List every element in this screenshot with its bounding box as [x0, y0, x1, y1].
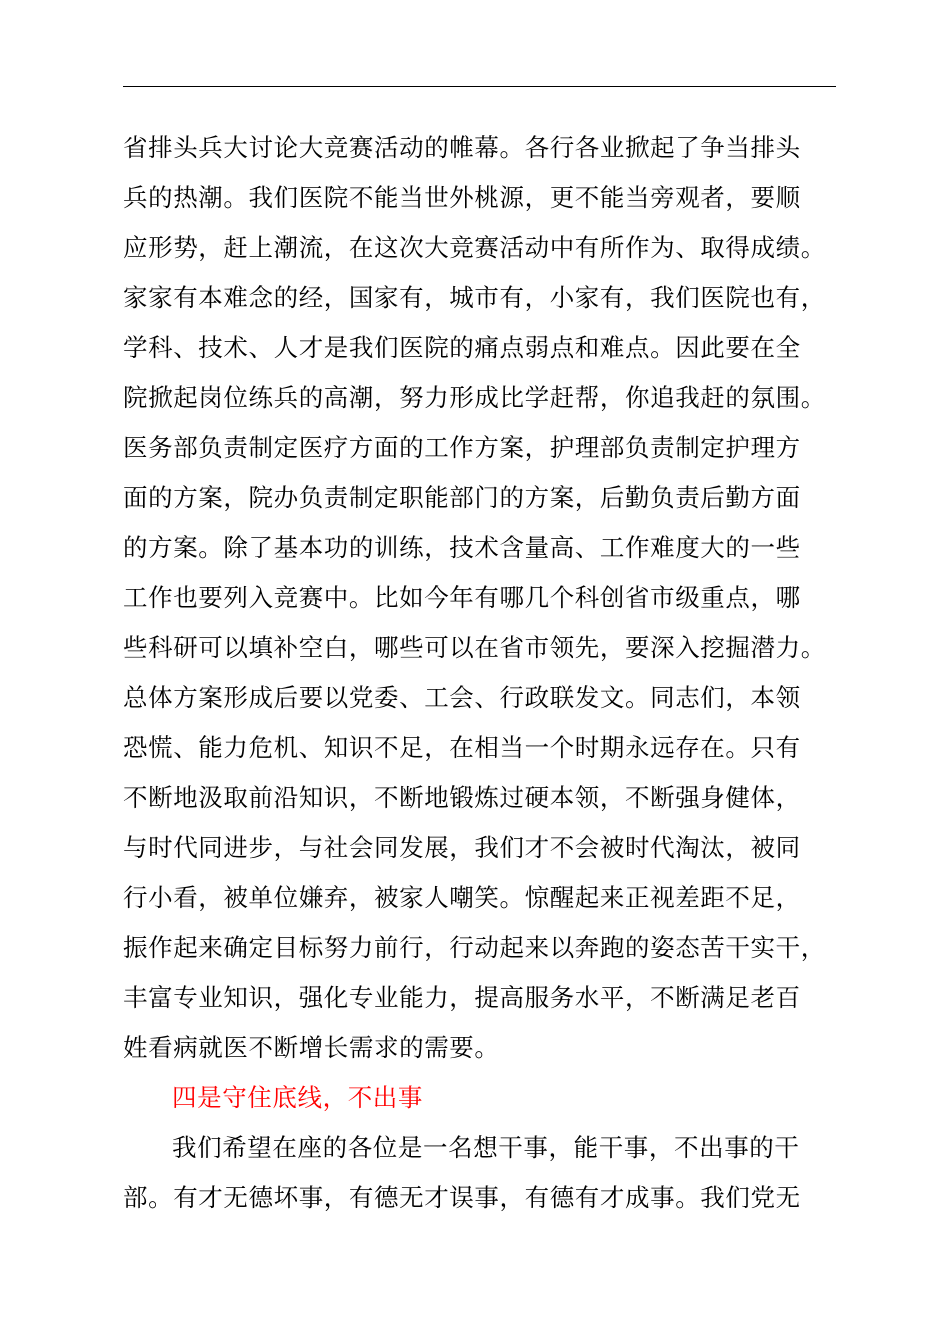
paragraph-line: 家家有本难念的经，国家有，城市有，小家有，我们医院也有， — [123, 283, 826, 312]
paragraph-line: 工作也要列入竞赛中。比如今年有哪几个科创省市级重点，哪 — [123, 583, 801, 612]
paragraph-line: 我们希望在座的各位是一名想干事，能干事，不出事的干 — [172, 1133, 800, 1162]
paragraph-line: 省排头兵大讨论大竞赛活动的帷幕。各行各业掀起了争当排头 — [123, 133, 801, 162]
paragraph-line: 行小看，被单位嫌弃，被家人嘲笑。惊醒起来正视差距不足， — [123, 883, 801, 912]
paragraph-line: 与时代同进步，与社会同发展，我们才不会被时代淘汰，被同 — [123, 833, 801, 862]
paragraph-line: 丰富专业知识，强化专业能力，提高服务水平，不断满足老百 — [123, 983, 801, 1012]
header-rule — [123, 86, 836, 87]
paragraph-line: 医务部负责制定医疗方面的工作方案，护理部负责制定护理方 — [123, 433, 801, 462]
paragraph-line: 的方案。除了基本功的训练，技术含量高、工作难度大的一些 — [123, 533, 801, 562]
paragraph-line: 恐慌、能力危机、知识不足，在相当一个时期永远存在。只有 — [123, 733, 801, 762]
paragraph-line: 姓看病就医不断增长需求的需要。 — [123, 1033, 500, 1062]
paragraph-line: 应形势，赶上潮流，在这次大竞赛活动中有所作为、取得成绩。 — [123, 233, 826, 262]
paragraph-line: 兵的热潮。我们医院不能当世外桃源，更不能当旁观者，要顺 — [123, 183, 801, 212]
paragraph-line: 学科、技术、人才是我们医院的痛点弱点和难点。因此要在全 — [123, 333, 801, 362]
paragraph-line: 振作起来确定目标努力前行，行动起来以奔跑的姿态苦干实干， — [123, 933, 826, 962]
paragraph-line: 面的方案，院办负责制定职能部门的方案，后勤负责后勤方面 — [123, 483, 801, 512]
paragraph-line: 院掀起岗位练兵的高潮，努力形成比学赶帮，你追我赶的氛围。 — [123, 383, 826, 412]
paragraph-line: 不断地汲取前沿知识，不断地锻炼过硬本领，不断强身健体， — [123, 783, 801, 812]
paragraph-line: 总体方案形成后要以党委、工会、行政联发文。同志们，本领 — [123, 683, 801, 712]
section-heading: 四是守住底线，不出事 — [172, 1083, 423, 1112]
paragraph-line: 些科研可以填补空白，哪些可以在省市领先，要深入挖掘潜力。 — [123, 633, 826, 662]
paragraph-line: 部。有才无德坏事，有德无才误事，有德有才成事。我们党无 — [123, 1183, 801, 1212]
